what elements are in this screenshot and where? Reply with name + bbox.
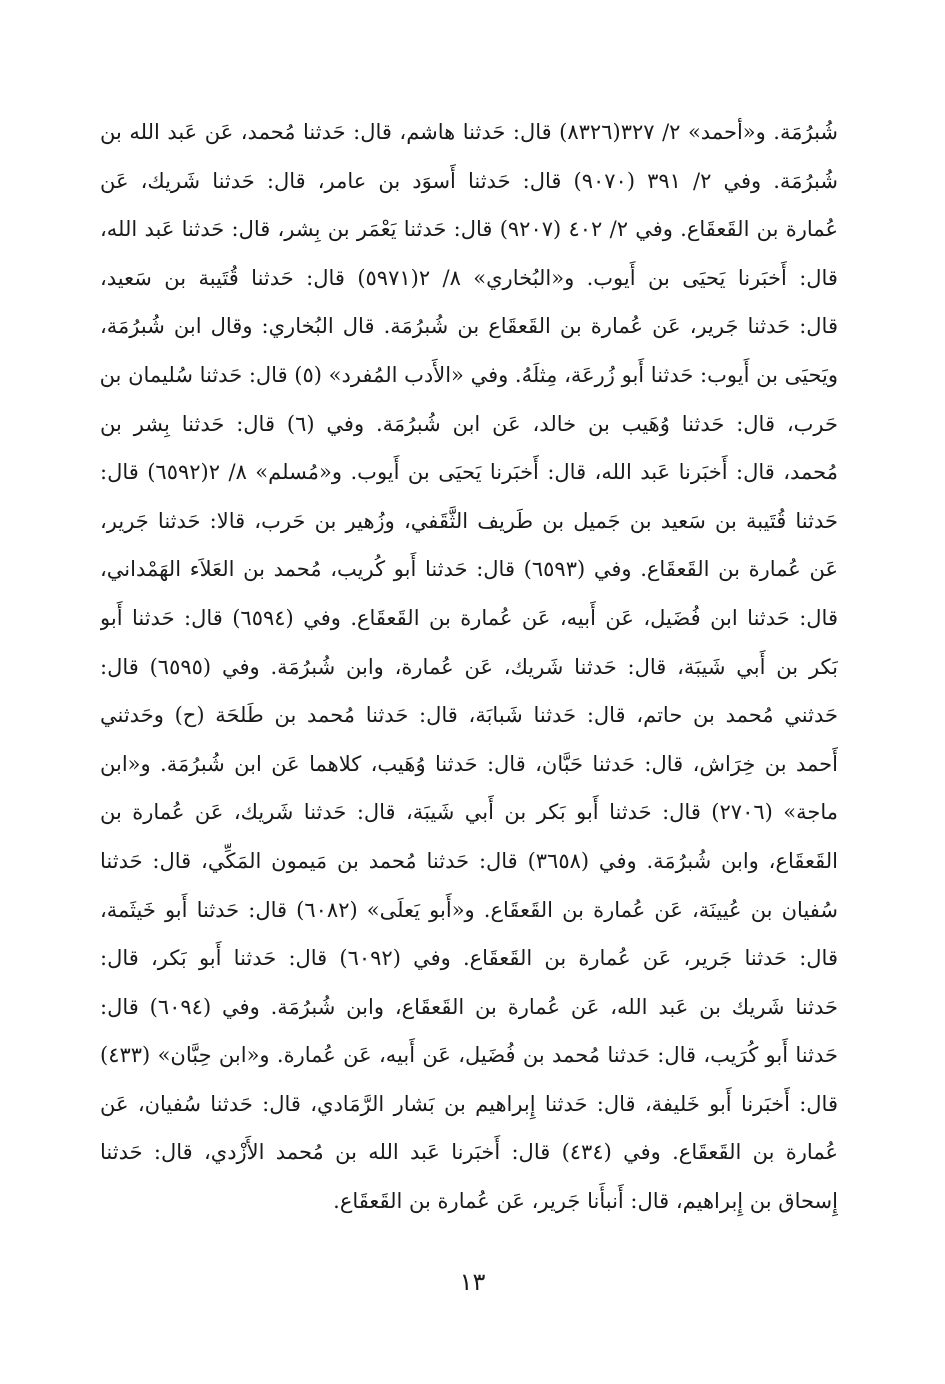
page-number: ١٣: [459, 1268, 486, 1296]
text-line: ماجة» (٢٧٠٦) قال: حَدثنا أَبو بَكر بن أَبي شَيبَة، قال: حَدثنا شَريك، عَن عُمارة بن: [100, 800, 838, 825]
text-line: سُفيان بن عُيينَة، عَن عُمارة بن القَعقَاع. و«أَبو يَعلَى» (٦٠٨٢) قال: حَدثنا أَبو خَيثَمة،: [100, 897, 838, 922]
text-line: عَن عُمارة بن القَعقَاع. وفي (٦٥٩٣) قال: حَدثنا أَبو كُريب، مُحمد بن العَلاَء الهَمْداني،: [100, 557, 838, 582]
text-line: شُبرُمَة. وفي ٢/ ٣٩١ (٩٠٧٠) قال: حَدثنا أَسوَد بن عامر، قال: حَدثنا شَريك، عَن: [100, 168, 838, 193]
text-line: عُمارة بن القَعقَاع. وفي (٤٣٤) قال: أَخبَرنا عَبد الله بن مُحمد الأَزْدي، قال: حَدثنا: [100, 1140, 838, 1165]
text-line: أَحمد بن خِرَاش، قال: حَدثنا حَبَّان، قال: حَدثنا وُهَيب، كلاهما عَن ابن شُبرُمَة. و«ابن: [100, 751, 838, 776]
text-line: إِسحاق بن إِبراهيم، قال: أَنبأَنا جَرير، عَن عُمارة بن القَعقَاع.: [333, 1189, 838, 1214]
text-line: قال: حَدثنا ابن فُضَيل، عَن أَبيه، عَن عُمارة بن القَعقَاع. وفي (٦٥٩٤) قال: حَدثنا أَبو: [100, 605, 838, 630]
text-line: حَرب، قال: حَدثنا وُهَيب بن خالد، عَن ابن شُبرُمَة. وفي (٦) قال: حَدثنا بِشر بن: [100, 411, 838, 436]
text-line: حَدثني مُحمد بن حاتم، قال: حَدثنا شَبابَة، قال: حَدثنا مُحمد بن طَلحَة (ح) وحَدثني: [100, 703, 838, 728]
text-line: حَدثنا أَبو كُرَيب، قال: حَدثنا مُحمد بن فُضَيل، عَن أَبيه، عَن عُمارة. و«ابن حِبَّان» (٤٣٣): [100, 1043, 838, 1068]
text-line: عُمارة بن القَعقَاع. وفي ٢/ ٤٠٢ (٩٢٠٧) قال: حَدثنا يَعْمَر بن بِشر، قال: حَدثنا عَبد الله،: [100, 217, 838, 242]
text-line: ويَحيَى بن أَيوب: حَدثنا أَبو زُرعَة، مِثلَهُ. وفي «الأَدب المُفرد» (٥) قال: حَدثنا سُليمان بن: [100, 362, 838, 387]
text-line: حَدثنا قُتَيبة بن سَعيد بن جَميل بن طَريف الثَّقَفي، وزُهير بن حَرب، قالا: حَدثنا جَرير،: [100, 508, 838, 533]
body-text: [100, 108, 838, 1226]
text-line: قال: حَدثنا جَرير، عَن عُمارة بن القَعقَاع. وفي (٦٠٩٢) قال: حَدثنا أَبو بَكر، قال:: [100, 946, 838, 971]
text-line: القَعقَاع، وابن شُبرُمَة. وفي (٣٦٥٨) قال: حَدثنا مُحمد بن مَيمون المَكِّي، قال: حَدثنا: [100, 848, 838, 873]
text-line: قال: أَخبَرنا أَبو خَليفة، قال: حَدثنا إِبراهيم بن بَشار الرَّمَادي، قال: حَدثنا سُفيان، عَن: [100, 1091, 838, 1116]
text-line: قال: أَخبَرنا يَحيَى بن أَيوب. و«البُخاري» ٨/ ٢(٥٩٧١) قال: حَدثنا قُتَيبة بن سَعيد،: [100, 265, 838, 290]
text-line: حَدثنا شَريك بن عَبد الله، عَن عُمارة بن القَعقَاع، وابن شُبرُمَة. وفي (٦٠٩٤) قال:: [100, 994, 838, 1019]
text-line: مُحمد، قال: أَخبَرنا عَبد الله، قال: أَخبَرنا يَحيَى بن أَيوب. و«مُسلم» ٨/ ٢(٦٥٩٢) قال:: [100, 460, 838, 485]
text-line: قال: حَدثنا جَرير، عَن عُمارة بن القَعقَاع بن شُبرُمَة. قال البُخاري: وقال ابن شُبرُمَة،: [100, 314, 838, 339]
text-line: بَكر بن أَبي شَيبَة، قال: حَدثنا شَريك، عَن عُمارة، وابن شُبرُمَة. وفي (٦٥٩٥) قال:: [100, 654, 838, 679]
text-line: شُبرُمَة. و«أحمد» ٢/ ٣٢٧(٨٣٢٦) قال: حَدثنا هاشم، قال: حَدثنا مُحمد، عَن عَبد الله بن: [100, 120, 838, 144]
